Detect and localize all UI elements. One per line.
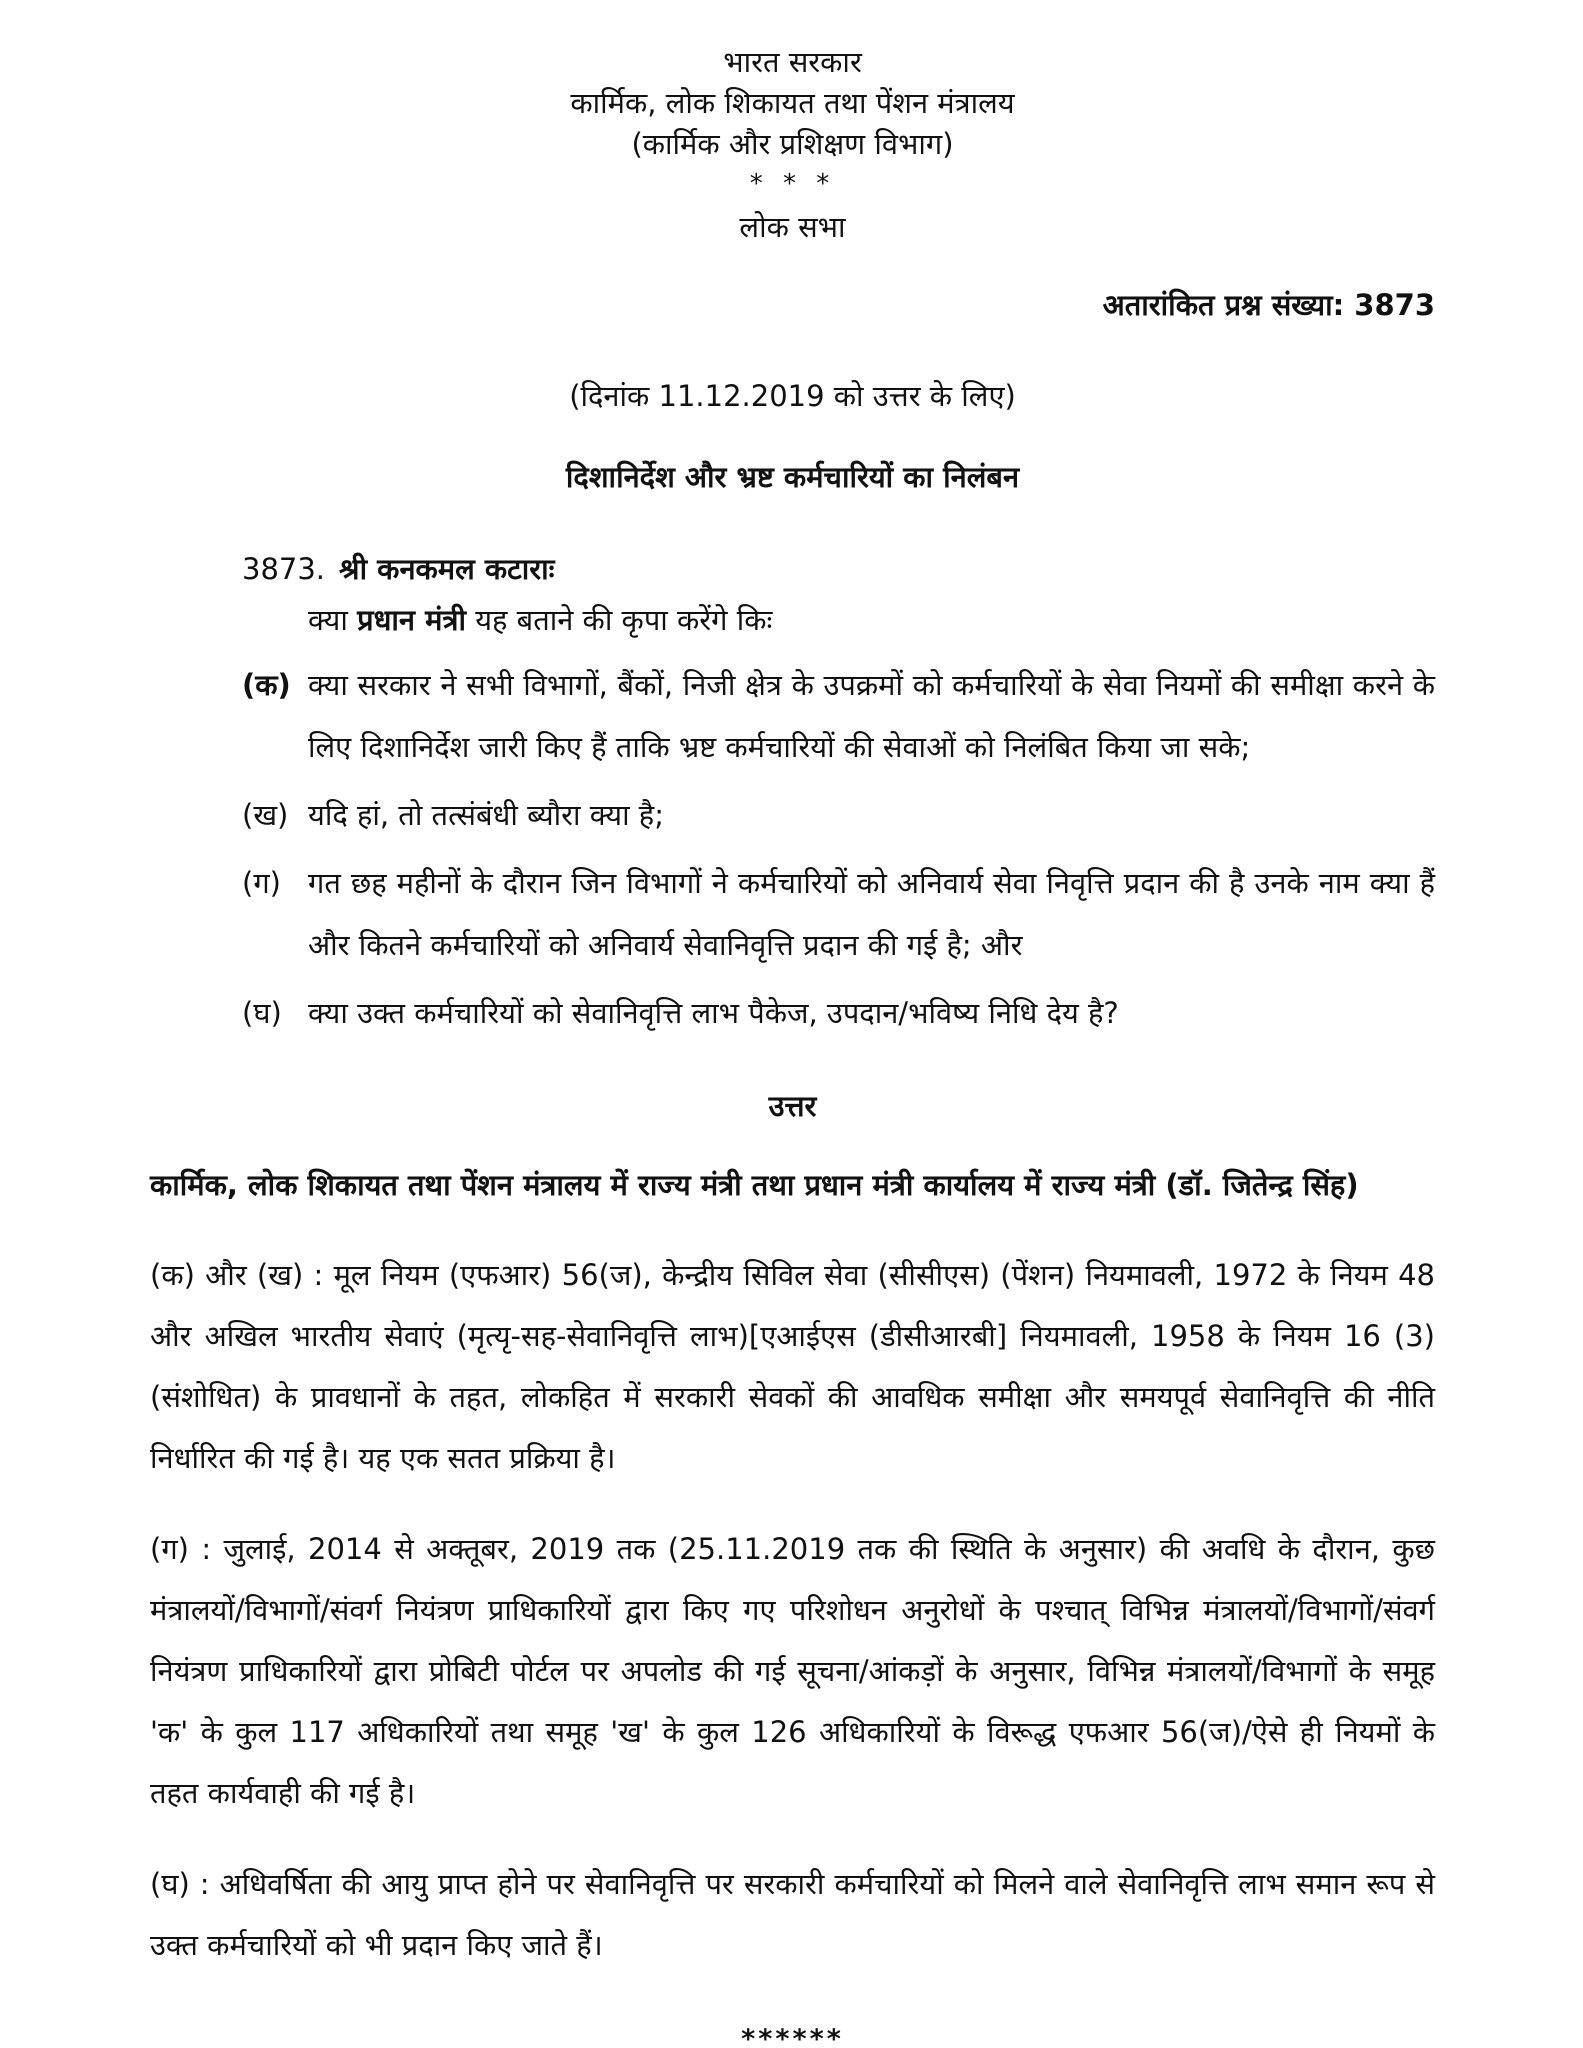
question-item-gha: [242, 982, 1435, 1044]
house-name: लोक सभा: [739, 210, 846, 244]
minister-designation: कार्मिक, लोक शिकायत तथा पेंशन मंत्रालय में राज्य मंत्री तथा प्रधान मंत्री कार्यालय में राज्य मंत्री (डॉ. जितेन्द्र सिंह): [150, 1168, 1359, 1202]
separator-stars: * * *: [749, 169, 836, 199]
answer-heading: उत्तर: [768, 1089, 817, 1123]
question-item-text: यदि हां, तो तत्संबंधी ब्यौरा क्या है;: [308, 798, 664, 832]
answer-paragraph-gha: (घ) : अधिवर्षिता की आयु प्राप्त होने पर सेवानिवृत्ति पर सरकारी कर्मचारियों को मिलने वाले सेवानिवृत्ति लाभ समान रूप से उक्त कर्मचारियों को भी प्रदान किए जाते हैं।: [150, 1867, 1435, 1962]
question-intro-suffix: यह बताने की कृपा करेंगे किः: [465, 603, 773, 637]
question-header: [242, 544, 1435, 594]
question-subject: दिशानिर्देश और भ्रष्ट कर्मचारियों का निलंबन: [565, 460, 1020, 494]
answer-paragraph-ka-kha: (क) और (ख) : मूल नियम (एफआर) 56(ज), केन्द्रीय सिविल सेवा (सीसीएस) (पेंशन) नियमावली, 1972 के नियम 48 और अखिल भारतीय सेवाएं (मृत्यृ-सह-सेवानिवृत्ति लाभ)[एआईएस (डीसीआरबी] नियमावली, 1958 के नियम 16 (3) (संशोधित) के प्रावधानों के तहत, लोकहित में सरकारी सेवकों की आवधिक समीक्षा और समयपूर्व सेवानिवृत्ति की नीति निर्धारित की गई है। यह एक सतत प्रक्रिया है।: [150, 1258, 1435, 1475]
question-intro: [308, 594, 1435, 646]
answer-date-line: (दिनांक 11.12.2019 को उत्तर के लिए): [569, 379, 1016, 413]
govt-of-india-title: भारत सरकार: [723, 45, 862, 79]
question-item-label: (ग): [242, 866, 281, 900]
department-title: (कार्मिक और प्रशिक्षण विभाग): [631, 127, 954, 161]
footer-stars: ******: [741, 2024, 844, 2048]
question-item-text: क्या सरकार ने सभी विभागों, बैंकों, निजी क्षेत्र के उपक्रमों को कर्मचारियों के सेवा नियमों की समीक्षा करने के लिए दिशानिर्देश जारी किए हैं ताकि भ्रष्ट कर्मचारियों की सेवाओं को निलंबित किया जा सके;: [308, 668, 1435, 764]
question-block: [242, 544, 1435, 1044]
question-item-ka: [242, 654, 1435, 778]
minister-addressed: प्रधान मंत्री: [357, 603, 466, 637]
question-item-text: क्या उक्त कर्मचारियों को सेवानिवृत्ति लाभ पैकेज, उपदान/भविष्य निधि देय है?: [308, 996, 1119, 1030]
question-item-label: (घ): [242, 996, 282, 1030]
question-intro-prefix: क्या: [308, 603, 358, 637]
member-name: श्री कनकमल कटाराः: [339, 552, 555, 586]
ministry-title: कार्मिक, लोक शिकायत तथा पेंशन मंत्रालय: [570, 86, 1015, 120]
question-number: 3873.: [242, 552, 326, 586]
answer-paragraph-ga: (ग) : जुलाई, 2014 से अक्तूबर, 2019 तक (25.11.2019 तक की स्थिति के अनुसार) की अवधि के दौरान, कुछ मंत्रालयों/विभागों/संवर्ग नियंत्रण प्राधिकारियों द्वारा किए गए परिशोधन अनुरोधों के पश्चात् विभिन्न मंत्रालयों/विभागों/संवर्ग नियंत्रण प्राधिकारियों द्वारा प्रोबिटी पोर्टल पर अपलोड की गई सूचना/आंकड़ों के अनुसार, विभिन्न मंत्रालयों/विभागों के समूह 'क' के कुल 117 अधिकारियों तथा समूह 'ख' के कुल 126 अधिकारियों के विरूद्ध एफआर 56(ज)/ऐसे ही नियमों के तहत कार्यवाही की गई है।: [150, 1532, 1435, 1810]
question-item-label: (क): [242, 668, 291, 702]
question-item-text: गत छह महीनों के दौरान जिन विभागों ने कर्मचारियों को अनिवार्य सेवा निवृत्ति प्रदान की है उनके नाम क्या हैं और कितने कर्मचारियों को अनिवार्य सेवानिवृत्ति प्रदान की गई है; और: [308, 866, 1435, 962]
question-item-label: (ख): [242, 798, 289, 832]
unstarred-question-number: अतारांकित प्रश्न संख्या: 3873: [1102, 288, 1435, 322]
question-items: [242, 654, 1435, 1044]
question-item-ga: [242, 852, 1435, 976]
question-item-kha: [242, 784, 1435, 846]
